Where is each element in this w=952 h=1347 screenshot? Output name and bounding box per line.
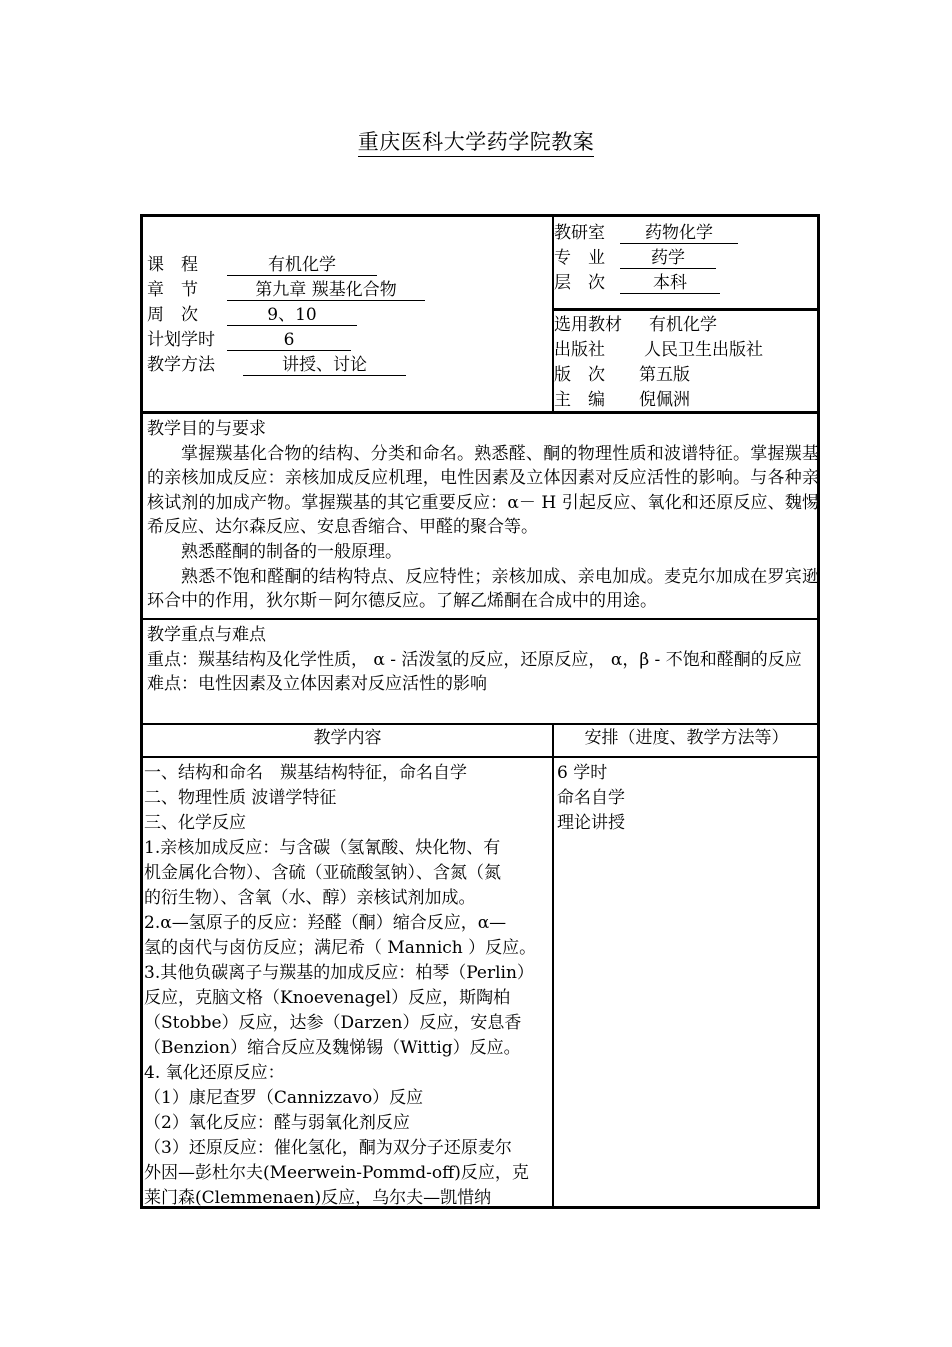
week-label: 周 次: [147, 305, 198, 325]
divider: [552, 217, 554, 412]
keypoints-section: [147, 623, 819, 697]
edition-label: 版 次: [554, 365, 605, 385]
editor-value: 倪佩洲: [639, 390, 690, 410]
content-line: 二、物理性质 波谱学特征: [144, 788, 337, 808]
content-line: 外因—彭杜尔夫(Meerwein-Pommd-off)反应，克: [144, 1163, 529, 1183]
office-value: 药物化学: [620, 223, 738, 244]
objectives-paragraph-2: 熟悉醛酮的制备的一般原理。: [181, 541, 402, 562]
objectives-paragraph-3: 熟悉不饱和醛酮的结构特点、反应特性；亲核加成、亲电加成。麦克尔加成在罗宾逊环合中的作用，狄尔斯－阿尔德反应。了解乙烯酮在合成中的用途。: [147, 566, 819, 612]
editor-label: 主 编: [554, 390, 605, 410]
edition-value: 第五版: [639, 365, 690, 385]
content-list: [144, 761, 554, 1211]
arrangement-line: 命名自学: [557, 788, 625, 808]
book-value: 有机化学: [649, 315, 717, 335]
content-line: （2）氧化反应：醛与弱氧化剂反应: [144, 1113, 410, 1133]
content-line: （3）还原反应：催化氢化，酮为双分子还原麦尔: [144, 1138, 512, 1158]
content-line: 反应，克脑文格（Knoevenagel）反应，斯陶柏: [144, 988, 511, 1008]
content-line: 2.α—氢原子的反应：羟醛（酮）缩合反应，α—: [144, 913, 507, 933]
content-line: 三、化学反应: [144, 813, 246, 833]
divider: [143, 723, 820, 725]
lesson-plan-table: [140, 214, 820, 1209]
arrangement-line: 理论讲授: [557, 813, 625, 833]
method-label: 教学方法: [147, 355, 215, 375]
divider: [143, 618, 820, 620]
divider: [143, 756, 820, 758]
method-value: 讲授、讨论: [243, 355, 406, 376]
objectives-section: [147, 417, 819, 614]
chapter-row: [147, 278, 552, 303]
week-value: 9、10: [227, 305, 357, 326]
divider: [143, 411, 820, 414]
arrangement-header: 安排（进度、教学方法等）: [584, 728, 789, 748]
difficult-points: 难点：电性因素及立体因素对反应活性的影响: [147, 674, 487, 695]
hours-row: [147, 328, 552, 353]
major-value: 药学: [620, 248, 716, 269]
course-value: 有机化学: [227, 255, 377, 276]
content-line: （Benzion）缩合反应及魏悌锡（Wittig）反应。: [144, 1038, 521, 1058]
content-line: 1.亲核加成反应：与含碳（氢氰酸、炔化物、有: [144, 838, 501, 858]
department-info: [554, 221, 819, 296]
level-label: 层 次: [554, 273, 605, 293]
publisher-row: [554, 338, 819, 363]
content-line: 莱门森(Clemmenaen)反应，乌尔夫—凯惜纳: [144, 1188, 492, 1208]
content-line: 氢的卤代与卤仿反应；满尼希（ Mannich ）反应。: [144, 938, 537, 958]
title-text: 重庆医科大学药学院教案: [358, 130, 595, 157]
key-points: 重点：羰基结构及化学性质， α - 活泼氢的反应，还原反应， α，β - 不饱和醛酮的反应: [147, 649, 802, 670]
content-line: （Stobbe）反应，达参（Darzen）反应，安息香: [144, 1013, 522, 1033]
course-info: [147, 253, 552, 378]
keypoints-heading: 教学重点与难点: [147, 625, 266, 645]
divider: [552, 308, 820, 311]
edition-row: [554, 363, 819, 388]
arrangement-list: [557, 761, 819, 836]
hours-value: 6: [227, 330, 351, 351]
content-header: 教学内容: [313, 728, 382, 748]
content-line: 一、结构和命名 羰基结构特征，命名自学: [144, 763, 467, 783]
book-label: 选用教材: [554, 315, 622, 335]
publisher-value: 人民卫生出版社: [644, 340, 763, 360]
course-label: 课 程: [147, 255, 198, 275]
content-line: 机金属化合物）、含硫（亚硫酸氢钠）、含氮（氮: [144, 863, 501, 883]
editor-row: [554, 388, 819, 413]
content-line: 3.其他负碳离子与羰基的加成反应：柏琴（Perlin）: [144, 963, 534, 983]
publisher-label: 出版社: [554, 340, 605, 360]
major-label: 专 业: [554, 248, 605, 268]
divider: [552, 723, 554, 1209]
week-row: [147, 303, 552, 328]
page-title: [0, 126, 952, 156]
content-line: （1）康尼查罗（Cannizzavo）反应: [144, 1088, 424, 1108]
content-line: 4. 氧化还原反应：: [144, 1063, 285, 1083]
chapter-label: 章 节: [147, 280, 198, 300]
content-line: 的衍生物）、含氧（水、醇）亲核试剂加成。: [144, 888, 476, 908]
major-row: [554, 246, 819, 271]
level-value: 本科: [620, 273, 720, 294]
chapter-value: 第九章 羰基化合物: [227, 280, 425, 301]
objectives-paragraph-1: 掌握羰基化合物的结构、分类和命名。熟悉醛、酮的物理性质和波谱特征。掌握羰基的亲核加成反应：亲核加成反应机理，电性因素及立体因素对反应活性的影响。与各种亲核试剂的加成产物。掌握羰基的其它重要反应：α－ H 引起反应、氧化和还原反应、魏惕希反应、达尔森反应、安息香缩合、甲醛的聚合等。: [147, 443, 819, 538]
method-row: [147, 353, 552, 378]
objectives-heading: 教学目的与要求: [147, 419, 266, 439]
arrangement-line: 6 学时: [557, 763, 608, 783]
office-row: [554, 221, 819, 246]
book-row: [554, 313, 819, 338]
textbook-info: [554, 313, 819, 413]
office-label: 教研室: [554, 223, 605, 243]
course-row: [147, 253, 552, 278]
hours-label: 计划学时: [147, 330, 215, 350]
level-row: [554, 271, 819, 296]
